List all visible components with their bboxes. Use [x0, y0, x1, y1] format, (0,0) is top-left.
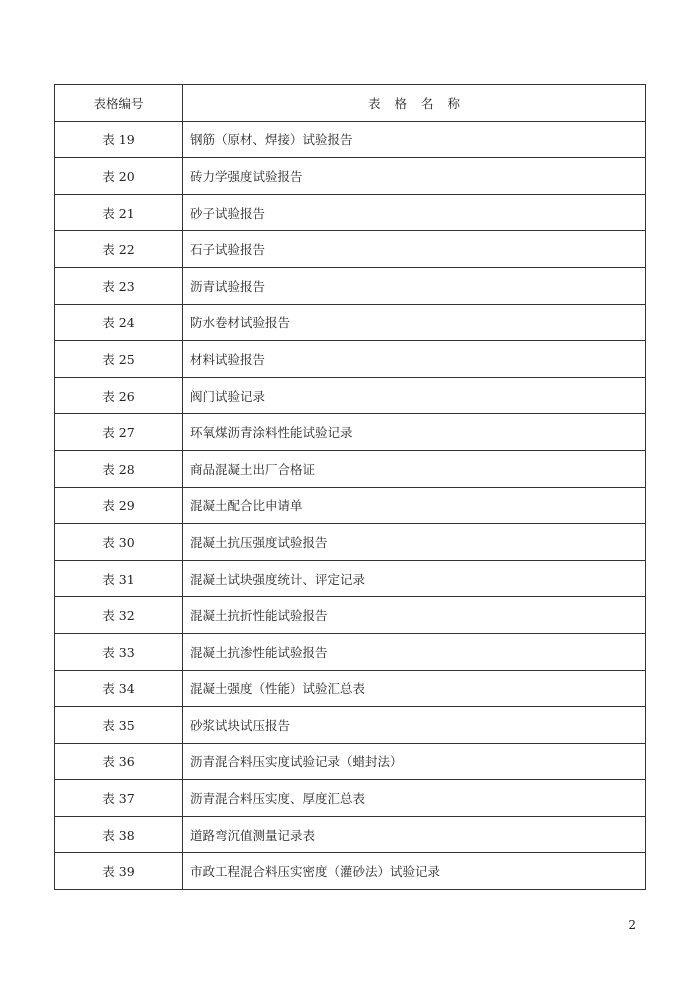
- form-name-cell: 混凝土抗压强度试验报告: [183, 524, 646, 561]
- form-code-cell: 表 34: [55, 670, 183, 707]
- form-code-cell: 表 36: [55, 743, 183, 780]
- form-code-cell: 表 30: [55, 524, 183, 561]
- table-row: [55, 524, 646, 561]
- form-code-cell: 表 19: [55, 121, 183, 158]
- form-name-cell: 钢筋（原材、焊接）试验报告: [183, 121, 646, 158]
- table-row: [55, 231, 646, 268]
- table-header-row: [55, 85, 646, 122]
- table-row: [55, 743, 646, 780]
- table-row: [55, 267, 646, 304]
- form-name-cell: 防水卷材试验报告: [183, 304, 646, 341]
- table-row: [55, 121, 646, 158]
- form-name-cell: 沥青试验报告: [183, 267, 646, 304]
- table-row: [55, 304, 646, 341]
- form-code-cell: 表 26: [55, 377, 183, 414]
- table-row: [55, 670, 646, 707]
- form-name-cell: 石子试验报告: [183, 231, 646, 268]
- form-name-cell: 混凝土抗渗性能试验报告: [183, 633, 646, 670]
- table-row: [55, 560, 646, 597]
- table-row: [55, 707, 646, 744]
- form-code-cell: 表 23: [55, 267, 183, 304]
- form-code-cell: 表 27: [55, 414, 183, 451]
- table-row: [55, 377, 646, 414]
- table-row: [55, 487, 646, 524]
- table-row: [55, 597, 646, 634]
- table-row: [55, 194, 646, 231]
- form-name-cell: 道路弯沉值测量记录表: [183, 816, 646, 853]
- form-code-cell: 表 39: [55, 853, 183, 890]
- table-row: [55, 633, 646, 670]
- form-code-cell: 表 22: [55, 231, 183, 268]
- form-name-cell: 混凝土强度（性能）试验汇总表: [183, 670, 646, 707]
- form-code-cell: 表 37: [55, 780, 183, 817]
- form-name-cell: 砂子试验报告: [183, 194, 646, 231]
- table-body: [55, 121, 646, 889]
- form-name-cell: 沥青混合料压实度试验记录（蜡封法）: [183, 743, 646, 780]
- table-row: [55, 414, 646, 451]
- table-row: [55, 816, 646, 853]
- form-code-cell: 表 20: [55, 158, 183, 195]
- header-form-code: 表格编号: [55, 85, 183, 122]
- table-row: [55, 450, 646, 487]
- table-row: [55, 158, 646, 195]
- page-number: 2: [628, 918, 636, 932]
- form-name-cell: 环氧煤沥青涂料性能试验记录: [183, 414, 646, 451]
- table-row: [55, 853, 646, 890]
- form-code-cell: 表 24: [55, 304, 183, 341]
- form-name-cell: 市政工程混合料压实密度（灌砂法）试验记录: [183, 853, 646, 890]
- form-code-cell: 表 35: [55, 707, 183, 744]
- header-form-name: 表格名称: [183, 85, 646, 122]
- form-code-cell: 表 25: [55, 341, 183, 378]
- table-row: [55, 341, 646, 378]
- form-index-table: [54, 84, 646, 890]
- form-code-cell: 表 21: [55, 194, 183, 231]
- form-name-cell: 混凝土试块强度统计、评定记录: [183, 560, 646, 597]
- form-name-cell: 商品混凝土出厂合格证: [183, 450, 646, 487]
- form-name-cell: 沥青混合料压实度、厚度汇总表: [183, 780, 646, 817]
- form-code-cell: 表 38: [55, 816, 183, 853]
- table-row: [55, 780, 646, 817]
- form-code-cell: 表 31: [55, 560, 183, 597]
- form-name-cell: 混凝土配合比申请单: [183, 487, 646, 524]
- form-code-cell: 表 32: [55, 597, 183, 634]
- form-code-cell: 表 28: [55, 450, 183, 487]
- form-name-cell: 阀门试验记录: [183, 377, 646, 414]
- form-name-cell: 砖力学强度试验报告: [183, 158, 646, 195]
- form-name-cell: 砂浆试块试压报告: [183, 707, 646, 744]
- form-name-cell: 混凝土抗折性能试验报告: [183, 597, 646, 634]
- form-name-cell: 材料试验报告: [183, 341, 646, 378]
- form-code-cell: 表 29: [55, 487, 183, 524]
- form-code-cell: 表 33: [55, 633, 183, 670]
